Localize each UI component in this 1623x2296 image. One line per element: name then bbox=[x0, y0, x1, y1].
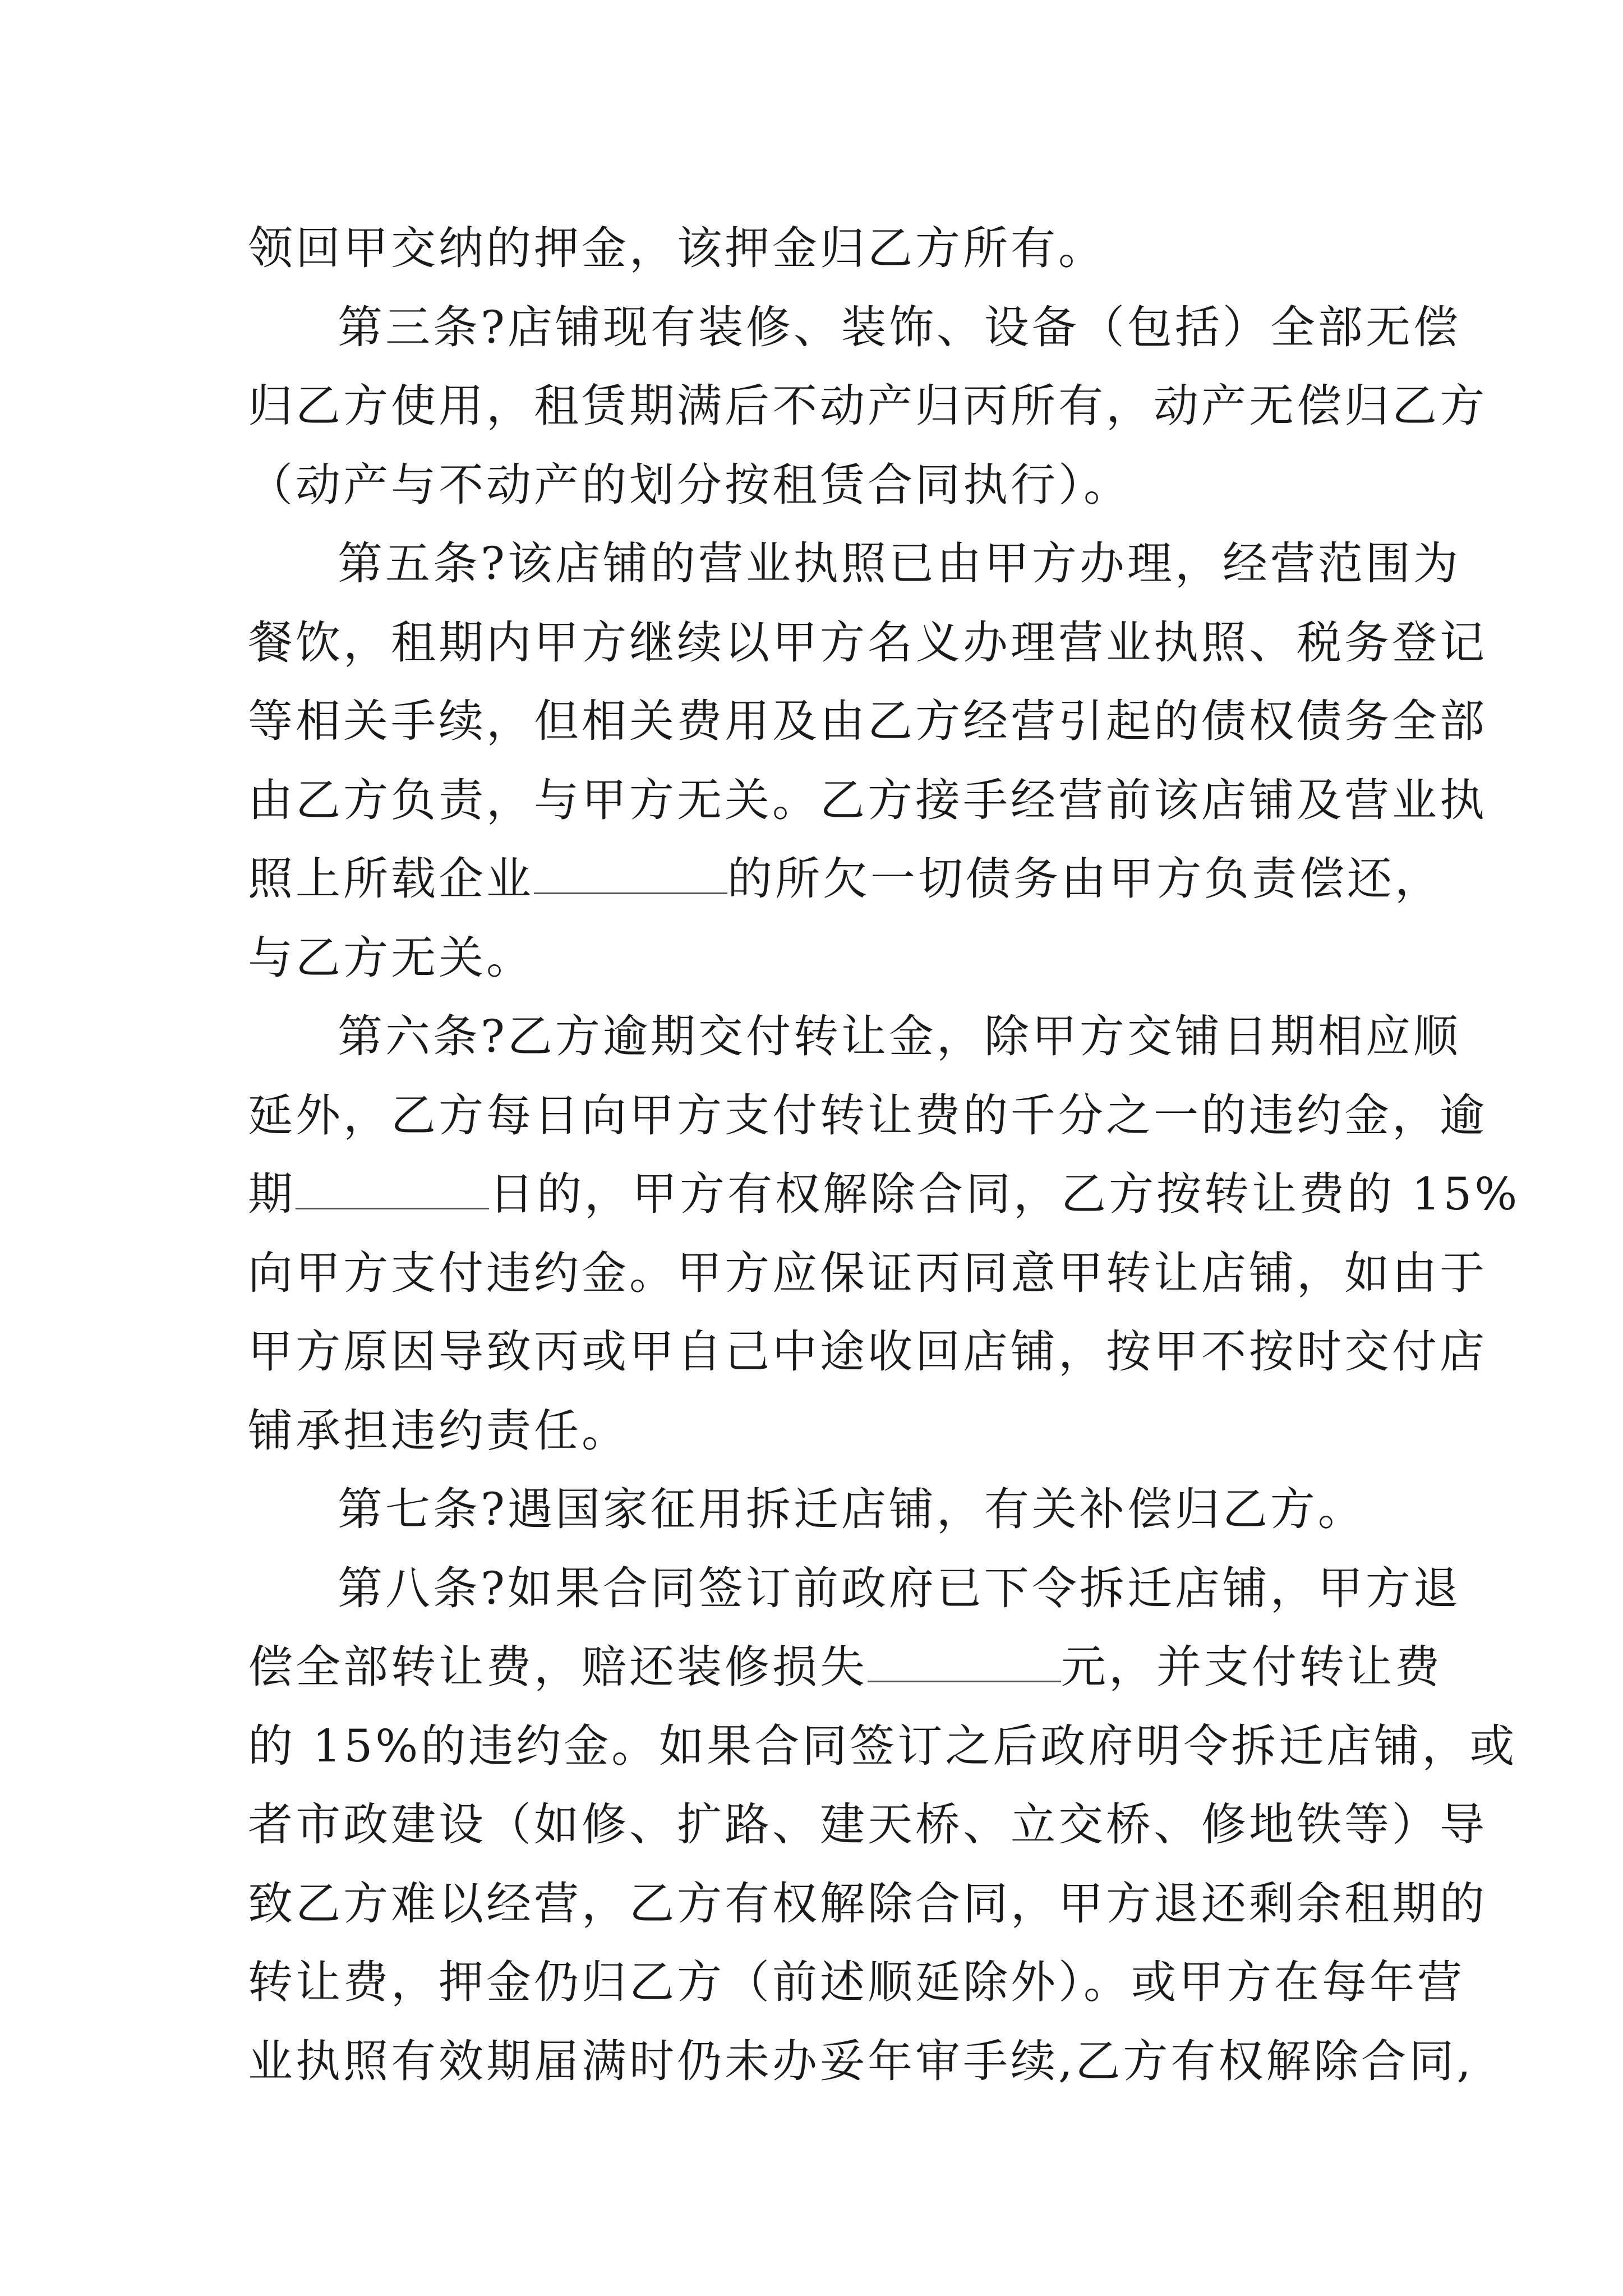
text-line: 转让费，押金仍归乙方（前述顺延除外）。或甲方在每年营 bbox=[248, 1956, 1465, 2008]
text-line-with-blank bbox=[248, 840, 1442, 919]
text-line: 致乙方难以经营，乙方有权解除合同，甲方退还剩余租期的 bbox=[248, 1877, 1487, 1930]
text-line-with-blank bbox=[248, 1155, 1520, 1234]
fill-in-blank bbox=[868, 1640, 1061, 1682]
clause-3-heading-line: 第三条?店铺现有装修、装饰、设备（包括）全部无偿 bbox=[338, 301, 1461, 353]
text-line: 延外，乙方每日向甲方支付转让费的千分之一的违约金，逾 bbox=[248, 1089, 1487, 1142]
fill-in-blank bbox=[534, 852, 727, 894]
clause-8-heading-line: 第八条?如果合同签订前政府已下令拆迁店铺，甲方退 bbox=[338, 1562, 1461, 1614]
text-line-with-blank bbox=[248, 1628, 1442, 1707]
text-line: 归乙方使用，租赁期满后不动产归丙所有，动产无偿归乙方 bbox=[248, 380, 1487, 432]
text-segment: 照上所载企业 bbox=[248, 853, 534, 905]
text-line: 者市政建设（如修、扩路、建天桥、立交桥、修地铁等）导 bbox=[248, 1798, 1487, 1851]
text-line: 铺承担违约责任。 bbox=[248, 1404, 629, 1457]
text-line: 业执照有效期届满时仍未办妥年审手续,乙方有权解除合同, bbox=[248, 2035, 1474, 2087]
text-line: 与乙方无关。 bbox=[248, 931, 534, 984]
text-line: 的 15%的违约金。如果合同签订之后政府明令拆迁店铺，或 bbox=[248, 1719, 1518, 1772]
clause-7-heading-line: 第七条?遇国家征用拆迁店铺，有关补偿归乙方。 bbox=[338, 1483, 1366, 1535]
text-segment: 期 bbox=[248, 1168, 296, 1220]
contract-text-body bbox=[248, 209, 1520, 2101]
text-segment: 偿全部转让费，赔还装修损失 bbox=[248, 1641, 868, 1693]
text-line: 领回甲交纳的押金，该押金归乙方所有。 bbox=[248, 222, 1106, 274]
text-line: （动产与不动产的划分按租赁合同执行）。 bbox=[248, 458, 1131, 511]
text-line: 等相关手续，但相关费用及由乙方经营引起的债权债务全部 bbox=[248, 695, 1487, 747]
text-segment: 元，并支付转让费 bbox=[1061, 1641, 1442, 1693]
text-line: 向甲方支付违约金。甲方应保证丙同意甲转让店铺，如由于 bbox=[248, 1246, 1487, 1299]
text-segment: 的所欠一切债务由甲方负责偿还， bbox=[727, 853, 1442, 905]
clause-6-heading-line: 第六条?乙方逾期交付转让金，除甲方交铺日期相应顺 bbox=[338, 1010, 1461, 1062]
text-line: 由乙方负责，与甲方无关。乙方接手经营前该店铺及营业执 bbox=[248, 774, 1487, 826]
clause-5-heading-line: 第五条?该店铺的营业执照已由甲方办理，经营范围为 bbox=[338, 537, 1461, 590]
text-segment: 日的，甲方有权解除合同，乙方按转让费的 15% bbox=[489, 1168, 1520, 1220]
fill-in-blank bbox=[296, 1167, 489, 1209]
text-line: 餐饮，租期内甲方继续以甲方名义办理营业执照、税务登记 bbox=[248, 616, 1487, 669]
text-line: 甲方原因导致丙或甲自己中途收回店铺，按甲不按时交付店 bbox=[248, 1326, 1487, 1378]
